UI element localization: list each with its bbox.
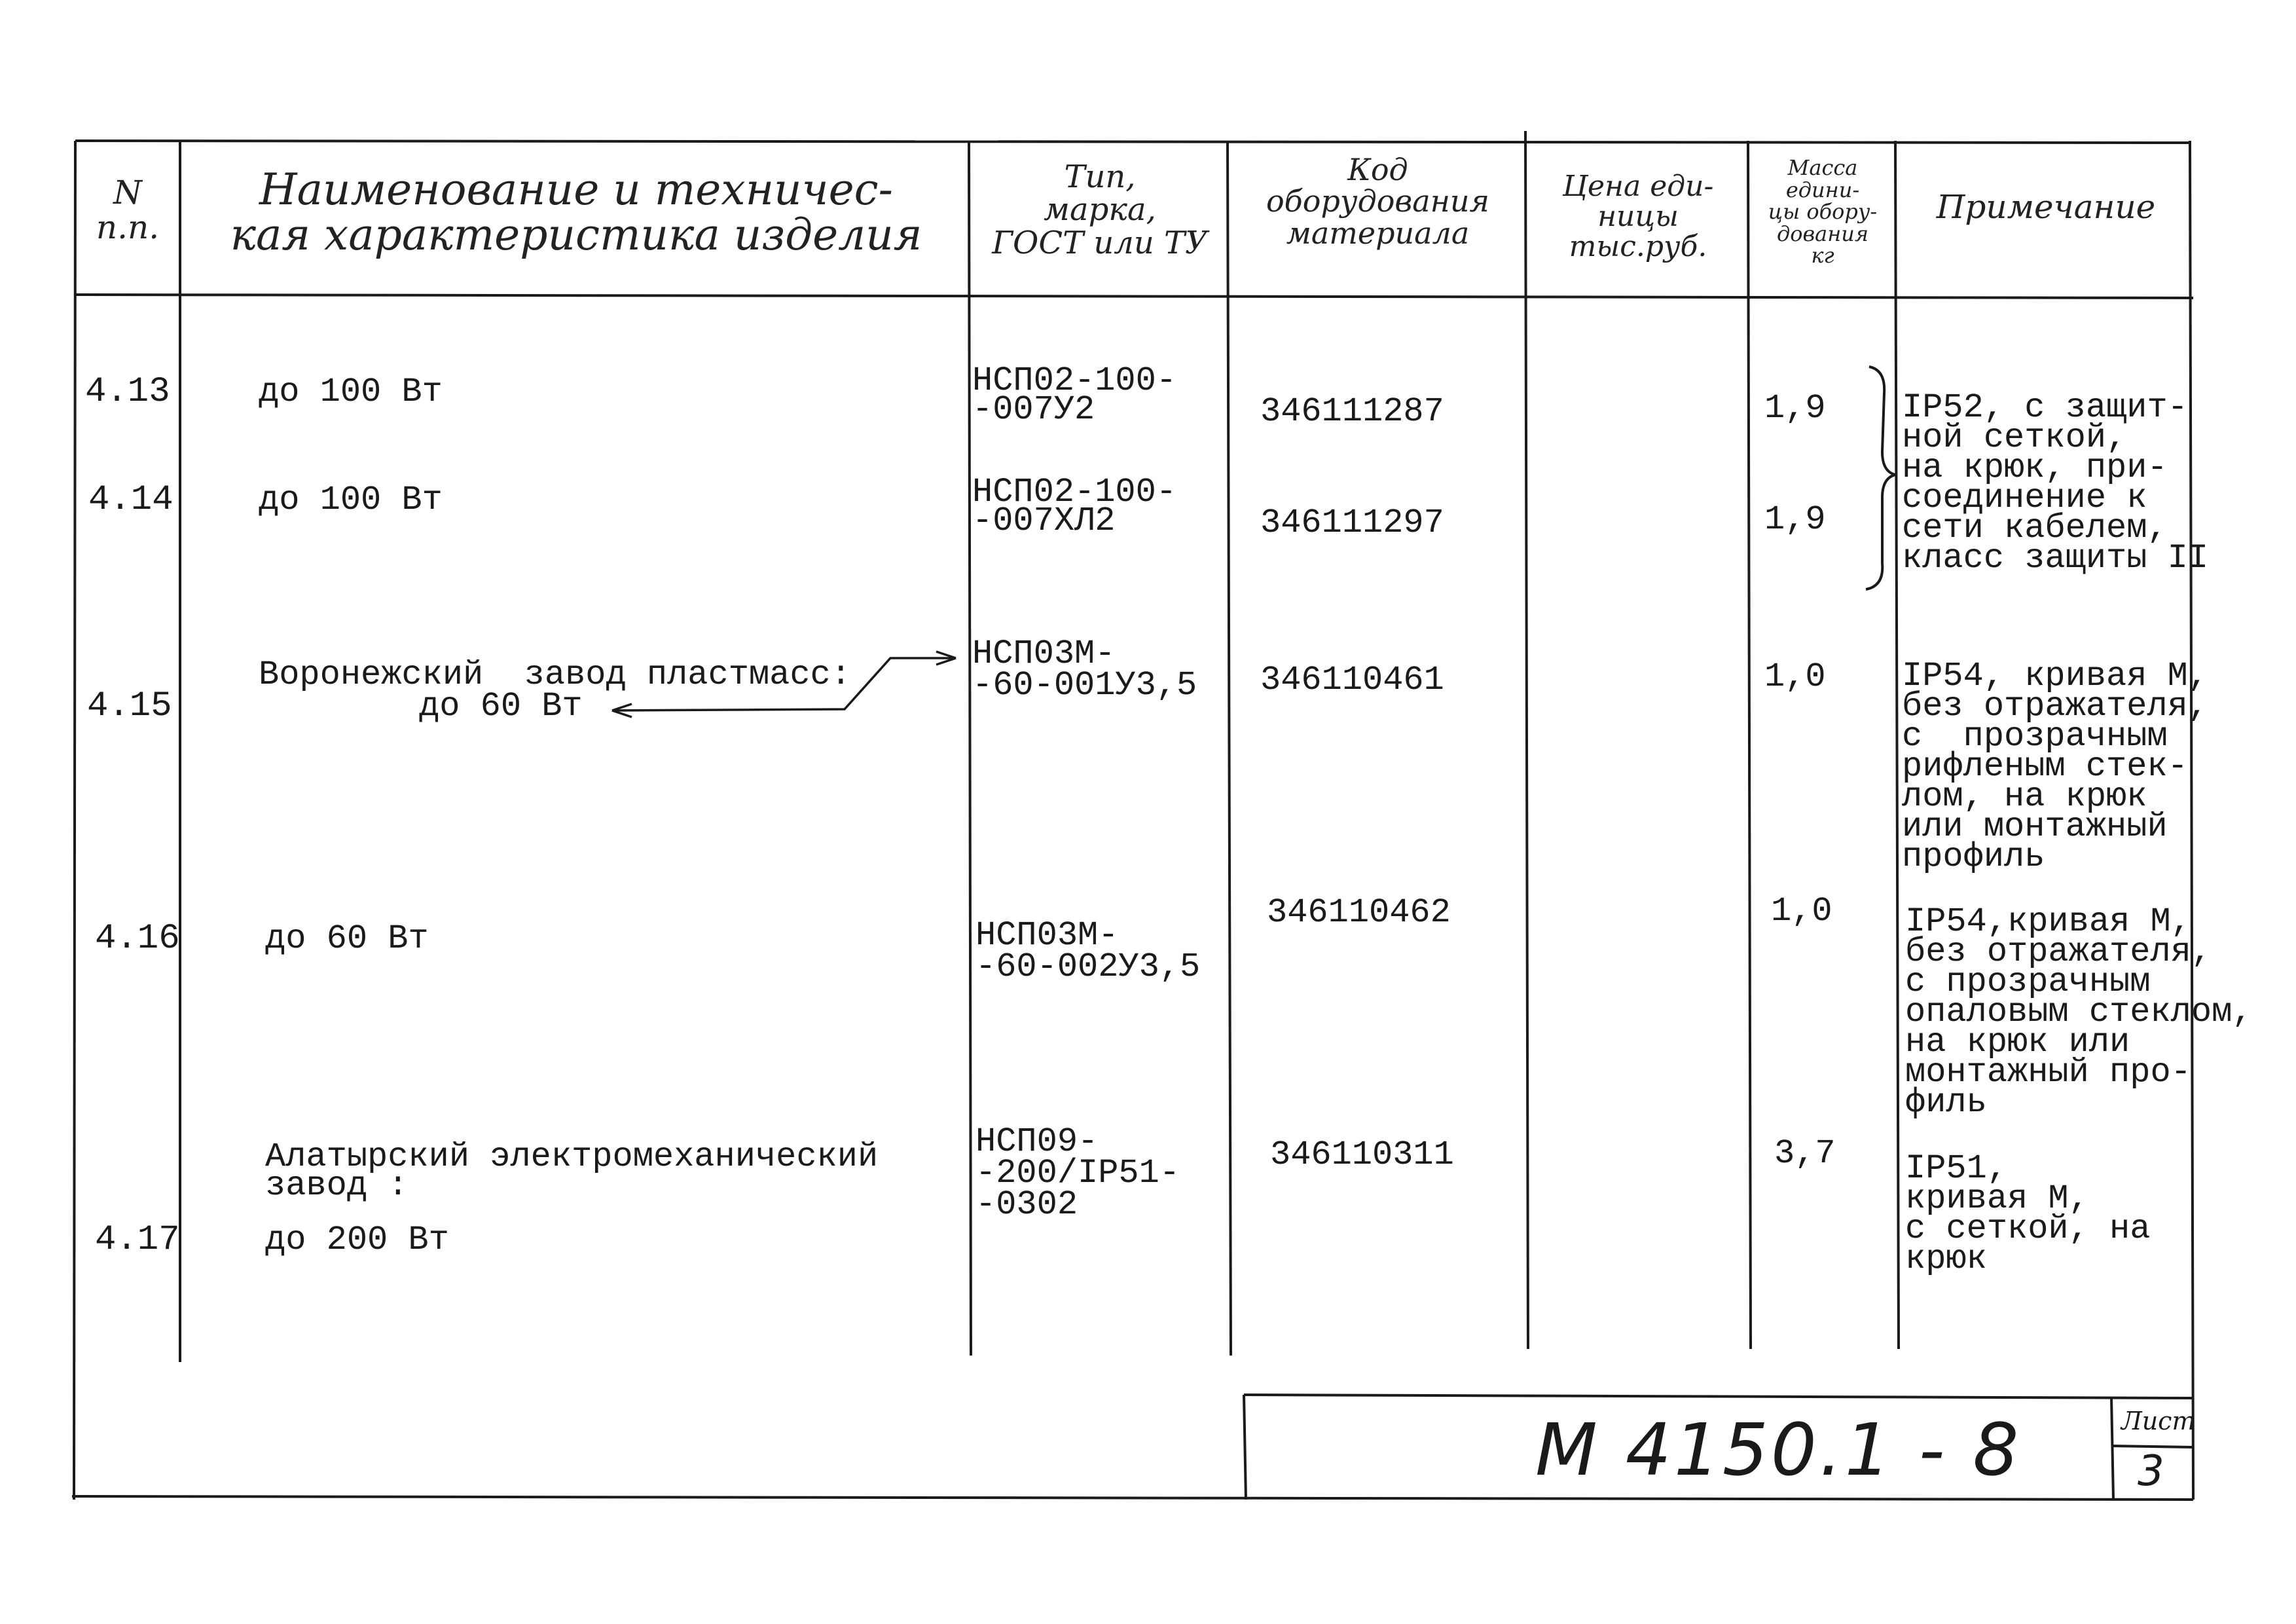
note-row-4-17: IP51, кривая М, с сеткой, на крюк — [1905, 1149, 2151, 1278]
sheet-number: 3 — [2138, 1447, 2164, 1496]
header-col-price: Цена еди- ницы тыс.руб. — [1562, 170, 1714, 264]
header-col-mass: Масса едини- цы обору- дования кг — [1768, 155, 1878, 268]
row-4-13-num: 4.13 — [85, 372, 170, 412]
row-4-15-code: 346110461 — [1260, 661, 1444, 699]
row-4-16-code: 346110462 — [1267, 893, 1451, 932]
note-row-4-16: IP54,кривая М, без отражателя, с прозрачным опаловым стеклом, на крюк или монтажный про- филь — [1905, 902, 2253, 1122]
row-4-15-mass: 1,0 — [1764, 657, 1826, 696]
sheet-label: Лист — [2121, 1407, 2196, 1435]
row-4-13-code: 346111287 — [1260, 392, 1444, 431]
row-4-15-name: до 60 Вт — [419, 687, 583, 726]
row-4-14-num: 4.14 — [88, 480, 173, 520]
row-4-16-mass: 1,0 — [1771, 892, 1832, 931]
header-col-code: Код оборудования материала — [1266, 152, 1490, 251]
row-4-13-mass: 1,9 — [1764, 389, 1826, 428]
row-4-17-num: 4.17 — [95, 1220, 180, 1260]
row-4-14-name: до 100 Вт — [259, 481, 443, 519]
row-4-17-code: 346110311 — [1270, 1135, 1454, 1174]
row-4-13-name: до 100 Вт — [259, 373, 443, 411]
row-4-16-name: до 60 Вт — [265, 919, 429, 958]
row-4-17-type: НСП09- -200/IP51- -0302 — [975, 1122, 1180, 1224]
row-4-17-mass: 3,7 — [1774, 1134, 1836, 1173]
row-4-16-num: 4.16 — [95, 919, 180, 959]
row-4-14-code: 346111297 — [1260, 504, 1444, 542]
row-4-17-name: до 200 Вт — [265, 1221, 449, 1259]
row-4-14-type: НСП02-100- -007ХЛ2 — [972, 473, 1177, 540]
document-code: М 4150.1 - 8 — [1535, 1408, 2022, 1492]
header-col-name: Наименование и техничес- кая характеристика изделия — [230, 164, 922, 261]
row-4-16-type: НСП03М- -60-002У3,5 — [975, 916, 1201, 986]
row-4-13-type: НСП02-100- -007У2 — [972, 361, 1177, 429]
header-col-note: Примечание — [1936, 188, 2156, 226]
note-row-4-15: IP54, кривая М, без отражателя, с прозрачным рифленым стек- лом, на крюк или монтажный профиль — [1902, 657, 2209, 876]
row-4-17-group: Алатырский электромеханический завод : — [265, 1137, 879, 1205]
row-4-15-num: 4.15 — [87, 686, 172, 726]
row-4-15-type: НСП03М- -60-001У3,5 — [972, 635, 1197, 705]
note-rows-4-13-4-14: IP52, с защит- ной сеткой, на крюк, при- соединение к сети кабелем, класс защиты II — [1902, 388, 2209, 578]
header-col-num: N п.п. — [96, 174, 160, 246]
row-4-14-mass: 1,9 — [1764, 500, 1826, 539]
header-col-type: Тип, марка, ГОСТ или ТУ — [992, 158, 1208, 261]
row-4-15-group: Воронежский завод пластмасс: — [259, 655, 851, 694]
